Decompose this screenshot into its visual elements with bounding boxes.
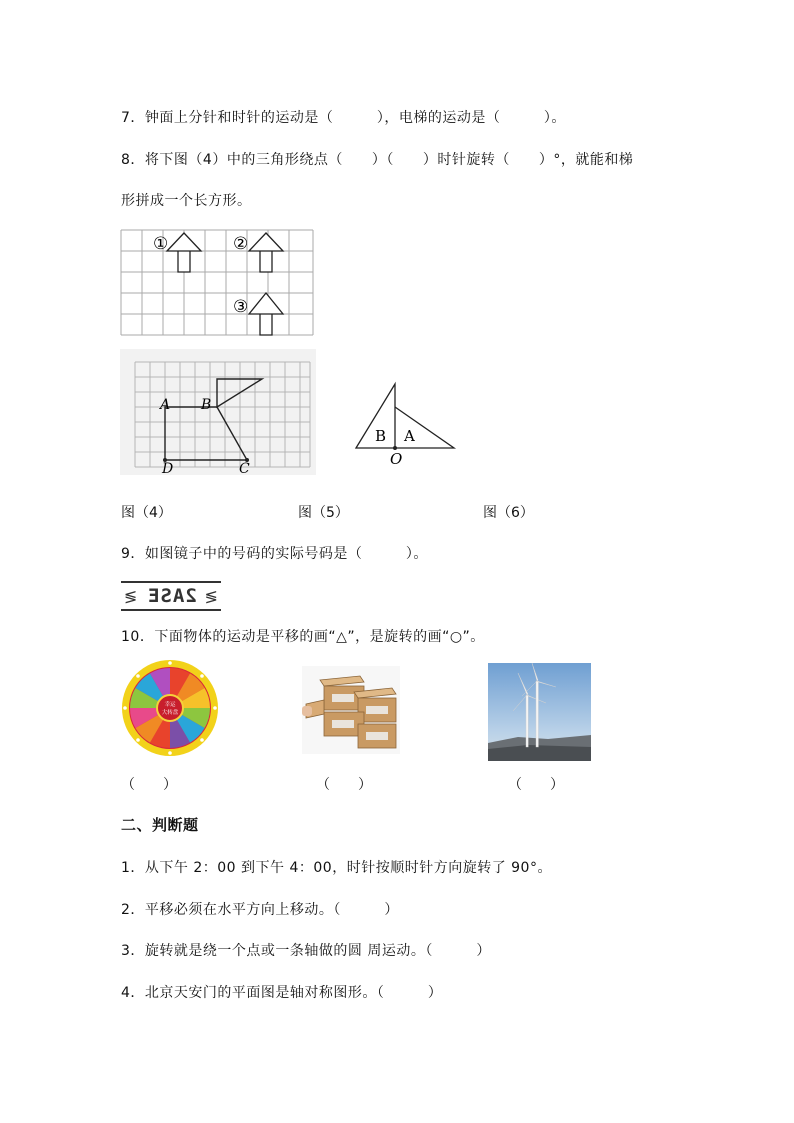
wheel-center-text-2: 大转盘 [161,710,179,716]
label-a: A [404,427,415,445]
mirror-code-text: 2ASE [147,585,197,607]
label-o: O [390,450,403,468]
answer-blank-turbines[interactable]: （ ） [508,777,564,793]
section-2-title: 二、判断题 [121,816,199,834]
point-b-label: B [201,397,212,413]
wheel-center-text-1: 幸运 [164,702,176,708]
mirror-code-plate [121,581,221,611]
wind-turbine-image [488,663,591,761]
figure-4 [120,349,316,475]
arrow-grid-figure [120,229,316,337]
arrow-2 [249,233,283,272]
drawer-boxes-image [302,666,400,754]
arrow-3 [249,293,283,335]
question-8-line-1: 8．将下图（4）中的三角形绕点（ ）（ ）时针旋转（ ）°，就能和梯 [121,152,634,168]
answer-blank-drawers[interactable]: （ ） [316,777,372,793]
arrow-label-2: ② [233,234,249,254]
caption-figure-4: 图（4） [121,505,172,521]
answer-blank-wheel[interactable]: （ ） [121,777,177,793]
arrow-label-1: ① [153,234,169,254]
figure-5 [352,377,480,469]
question-8-line-2: 形拼成一个长方形。 [121,193,252,209]
question-7: 7．钟面上分针和时针的运动是（ ），电梯的运动是（ ）。 [121,110,566,126]
label-b: B [375,427,387,445]
judge-item-4: 4．北京天安门的平面图是轴对称图形。（ ） [121,985,443,1001]
judge-item-2: 2．平移必须在水平方向上移动。（ ） [121,902,399,918]
judge-item-1: 1．从下午 2：00 到下午 4：00，时针按顺时针方向旋转了 90°。 [121,860,552,876]
question-9: 9．如图镜子中的号码的实际号码是（ ）。 [121,546,428,562]
point-a-label: A [160,397,171,413]
stripe-right-icon: ≶ [204,587,218,606]
arrow-1 [167,233,201,272]
caption-figure-6: 图（6） [483,505,534,521]
point-d-label: D [162,461,174,475]
point-c-label: C [239,461,250,475]
prize-wheel-image [121,659,219,757]
judge-item-3: 3．旋转就是绕一个点或一条轴做的圆 周运动。（ ） [121,943,491,959]
stripe-left-icon: ≶ [124,587,138,606]
arrow-label-3: ③ [233,297,249,317]
caption-figure-5: 图（5） [298,505,349,521]
question-10: 10．下面物体的运动是平移的画“△”，是旋转的画“○”。 [121,629,485,645]
